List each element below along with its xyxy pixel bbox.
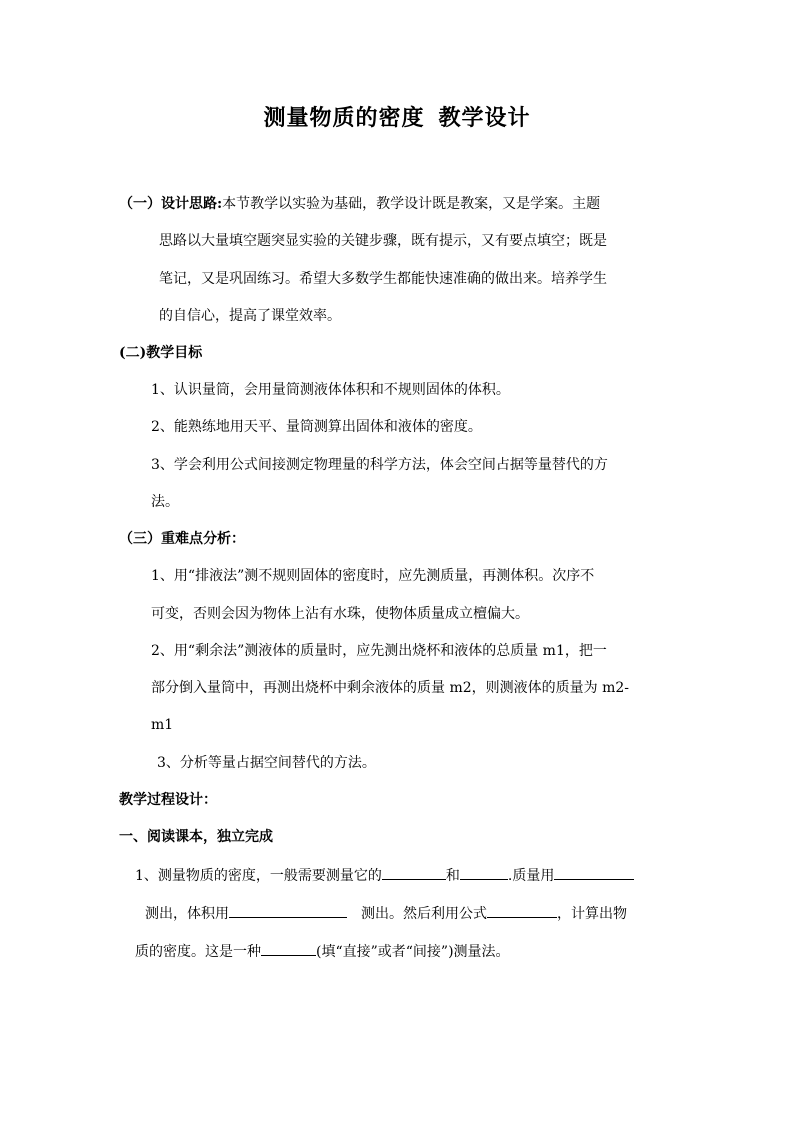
question1-line3 bbox=[135, 941, 510, 961]
section2-item: 法。 bbox=[151, 494, 179, 510]
section3-item: 1、用“排液法”测不规则固体的密度时，应先测质量，再测体积。次序不 bbox=[151, 568, 595, 584]
section1-line4: 的自信心，提高了课堂效率。 bbox=[159, 308, 341, 324]
section3-item: 部分倒入量筒中，再测出烧杯中剩余液体的质量 m2，则测液体的质量为 m2- bbox=[151, 680, 629, 696]
section2-item: 2、能熟练地用天平、量筒测算出固体和液体的密度。 bbox=[151, 419, 482, 435]
section1-text1: 本节教学以实验为基础，教学设计既是教案，又是学案。主题 bbox=[222, 196, 601, 212]
q1-text-a: 1、测量物质的密度，一般需要测量它的 bbox=[135, 868, 382, 884]
process-heading: 教学过程设计： bbox=[119, 792, 217, 808]
answer-blank[interactable] bbox=[554, 865, 634, 880]
q1-text-e: 测出。然后利用公式 bbox=[361, 906, 487, 922]
answer-blank[interactable] bbox=[487, 903, 557, 918]
answer-blank[interactable] bbox=[460, 865, 508, 880]
q1-text-b: 和 bbox=[445, 868, 460, 884]
answer-blank[interactable] bbox=[261, 941, 316, 956]
question1-line1 bbox=[135, 865, 634, 885]
section3-item: 3、分析等量占据空间替代的方法。 bbox=[157, 755, 376, 771]
section3-item: 2、用“剩余法”测液体的质量时，应先测出烧杯和液体的总质量 m1，把一 bbox=[151, 643, 607, 659]
q1-text-c: .质量用 bbox=[507, 868, 555, 884]
answer-blank[interactable] bbox=[382, 865, 446, 880]
q1-text-g: 质的密度。这是一种 bbox=[135, 944, 261, 960]
process-sub1-heading: 一、阅读课本，独立完成 bbox=[119, 829, 273, 845]
section3-item: m1 bbox=[151, 717, 174, 733]
title-part1: 测量物质的密度 bbox=[263, 105, 425, 131]
section3-heading: （三）重难点分析： bbox=[119, 531, 245, 547]
q1-text-d: 测出，体积用 bbox=[145, 906, 229, 922]
section2-item: 3、学会利用公式间接测定物理量的科学方法，体会空间占据等量替代的方 bbox=[151, 457, 608, 473]
section1-line2: 思路以大量填空题突显实验的关键步骤，既有提示，又有要点填空；既是 bbox=[159, 233, 607, 249]
section1-line3: 笔记，又是巩固练习。希望大多数学生都能快速准确的做出来。培养学生 bbox=[159, 271, 607, 287]
section2-item: 1、认识量筒，会用量筒测液体体积和不规则固体的体积。 bbox=[151, 382, 510, 398]
section1-line1 bbox=[119, 195, 600, 213]
answer-blank[interactable] bbox=[229, 903, 347, 918]
section2-heading: (二)教学目标 bbox=[119, 345, 203, 361]
q1-text-h: (填“直接”或者“间接”)测量法。 bbox=[316, 944, 510, 960]
document-title bbox=[0, 104, 794, 132]
section1-heading: （一）设计思路: bbox=[119, 196, 223, 212]
title-part2: 教学设计 bbox=[438, 105, 531, 131]
q1-text-f: ，计算出物 bbox=[557, 906, 627, 922]
section3-item: 可变，否则会因为物体上沾有水珠，使物体质量成立檀偏大。 bbox=[151, 606, 529, 622]
question1-line2 bbox=[145, 903, 627, 923]
